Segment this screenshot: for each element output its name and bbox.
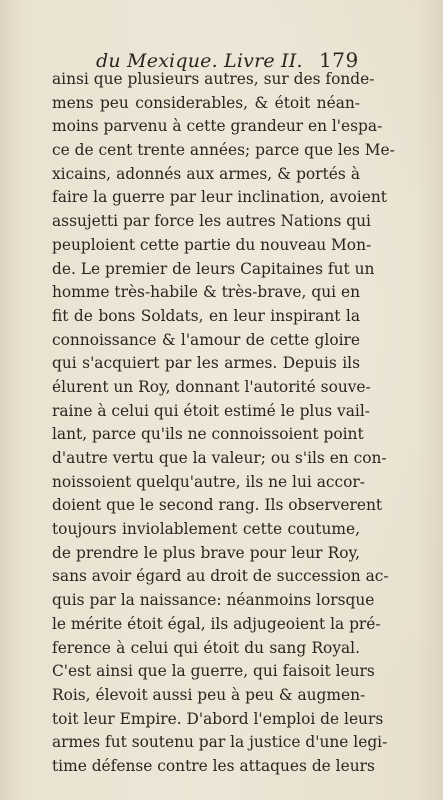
text-line: qui s'acquiert par les armes. Depuis ils: [52, 354, 360, 373]
text-line: noissoient quelqu'autre, ils ne lui accor-: [52, 472, 365, 491]
text-line: élurent un Roy, donnant l'autorité souve-: [52, 377, 371, 396]
body-text: [52, 68, 395, 779]
text-line: peuploient cette partie du nouveau Mon-: [52, 235, 372, 254]
text-line: assujetti par force les autres Nations qui: [52, 212, 371, 231]
text-line: doient que le second rang. Ils observerent: [52, 496, 383, 515]
text-line: d'autre vertu que la valeur; ou s'ils en con-: [52, 449, 387, 467]
page-number: 179: [319, 48, 359, 72]
text-line: le mérite étoit égal, ils adjugeoient la pré-: [52, 614, 381, 633]
text-line: moins parvenu à cette grandeur en l'espa-: [52, 117, 383, 136]
text-line: ference à celui qui étoit du sang Royal.: [52, 638, 360, 657]
text-line: armes fut soutenu par la justice d'une legi-: [52, 733, 388, 752]
text-line: ainsi que plusieurs autres, sur des fonde-: [52, 70, 375, 88]
text-line: sans avoir égard au droit de succession ac-: [52, 567, 389, 586]
running-title: du Mexique. Livre II.: [96, 50, 303, 72]
text-line: faire la guerre par leur inclination, avoient: [52, 188, 387, 207]
text-line: ce de cent trente années; parce que les Me-: [52, 141, 395, 160]
text-line: fit de bons Soldats, en leur inspirant la: [52, 306, 360, 325]
text-line: time défense contre les attaques de leurs: [52, 756, 375, 775]
text-line: de prendre le plus brave pour leur Roy,: [52, 543, 360, 562]
text-line: quis par la naissance: néanmoins lorsque: [52, 591, 375, 610]
text-line: Rois, élevoit aussi peu à peu & augmen-: [52, 685, 366, 704]
text-line: homme très-habile & très-brave, qui en: [52, 283, 360, 302]
text-line: connoissance & l'amour de cette gloire: [52, 330, 360, 349]
text-line: toujours inviolablement cette coutume,: [52, 520, 360, 539]
text-line: xicains, adonnés aux armes, & portés à: [52, 164, 360, 183]
text-line: mens peu considerables, & étoit néan-: [52, 93, 360, 112]
text-line: lant, parce qu'ils ne connoissoient point: [52, 425, 364, 444]
text-line: C'est ainsi que la guerre, qui faisoit leurs: [52, 662, 375, 681]
text-line: toit leur Empire. D'abord l'emploi de leurs: [52, 709, 384, 728]
text-line: de. Le premier de leurs Capitaines fut un: [52, 259, 375, 278]
text-line: raine à celui qui étoit estimé le plus vail-: [52, 401, 370, 420]
